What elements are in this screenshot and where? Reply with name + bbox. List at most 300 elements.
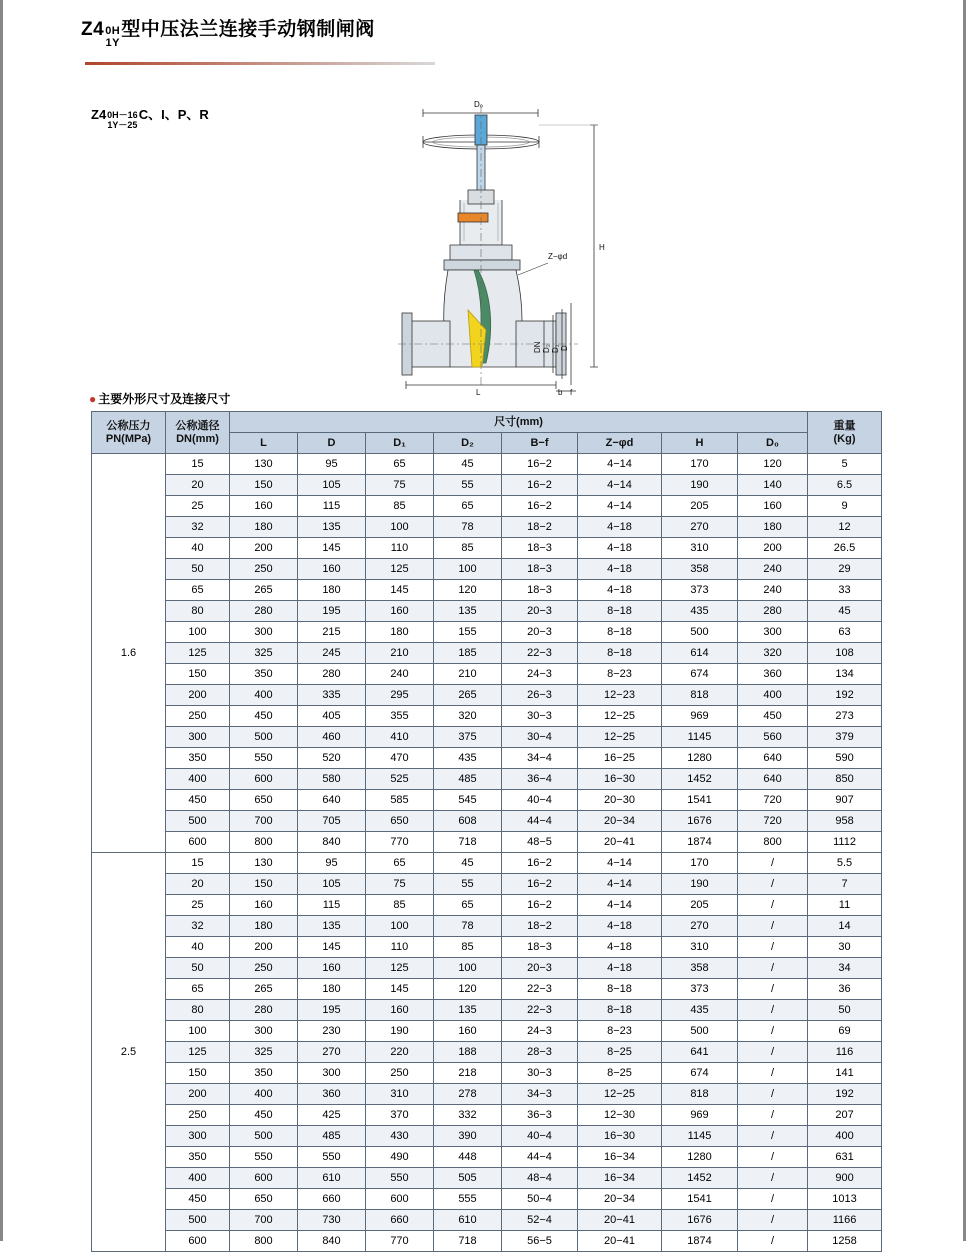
- cell-value: 520: [298, 748, 366, 769]
- cell-value: 500: [230, 1126, 298, 1147]
- cell-value: 22−3: [502, 643, 578, 664]
- cell-value: 190: [662, 475, 738, 496]
- cell-value: 160: [366, 1000, 434, 1021]
- cell-value: 600: [366, 1189, 434, 1210]
- cell-value: 26−3: [502, 685, 578, 706]
- table-row: [92, 937, 882, 958]
- cell-value: 585: [366, 790, 434, 811]
- cell-value: 20−3: [502, 958, 578, 979]
- cell-value: 800: [230, 832, 298, 853]
- cell-value: 1166: [808, 1210, 882, 1231]
- cell-value: 125: [366, 559, 434, 580]
- cell-value: 170: [662, 853, 738, 874]
- cell-dn: 500: [166, 1210, 230, 1231]
- table-row: [92, 1105, 882, 1126]
- cell-value: 335: [298, 685, 366, 706]
- cell-value: 6.5: [808, 475, 882, 496]
- table-row: [92, 454, 882, 475]
- table-body: [92, 454, 882, 1252]
- cell-value: 818: [662, 1084, 738, 1105]
- cell-value: 200: [738, 538, 808, 559]
- cell-value: 135: [434, 601, 502, 622]
- cell-value: 188: [434, 1042, 502, 1063]
- cell-value: 358: [662, 958, 738, 979]
- cell-dn: 600: [166, 832, 230, 853]
- cell-value: 608: [434, 811, 502, 832]
- cell-value: 16−25: [578, 748, 662, 769]
- header-col-d: D: [298, 433, 366, 454]
- cell-value: 180: [230, 517, 298, 538]
- dim-label-d: D: [560, 345, 569, 351]
- cell-value: 550: [366, 1168, 434, 1189]
- cell-value: 20−41: [578, 1210, 662, 1231]
- cell-value: 12−30: [578, 1105, 662, 1126]
- table-row: [92, 790, 882, 811]
- cell-value: 160: [366, 601, 434, 622]
- cell-value: 600: [230, 769, 298, 790]
- table-row: [92, 1231, 882, 1252]
- cell-value: 26.5: [808, 538, 882, 559]
- cell-value: 720: [738, 811, 808, 832]
- table-row: [92, 1000, 882, 1021]
- cell-value: 65: [366, 853, 434, 874]
- cell-value: 370: [366, 1105, 434, 1126]
- cell-value: 180: [298, 580, 366, 601]
- cell-value: 40−4: [502, 790, 578, 811]
- cell-value: 190: [366, 1021, 434, 1042]
- cell-value: 16−2: [502, 874, 578, 895]
- cell-value: 75: [366, 874, 434, 895]
- cell-value: 614: [662, 643, 738, 664]
- cell-value: 500: [662, 1021, 738, 1042]
- cell-value: 430: [366, 1126, 434, 1147]
- cell-value: 230: [298, 1021, 366, 1042]
- cell-value: 550: [230, 1147, 298, 1168]
- cell-value: /: [738, 1189, 808, 1210]
- cell-value: 295: [366, 685, 434, 706]
- model-numerator: 0H－16: [107, 110, 138, 120]
- cell-value: 115: [298, 895, 366, 916]
- cell-dn: 250: [166, 1105, 230, 1126]
- cell-value: 280: [738, 601, 808, 622]
- cell-value: 20−3: [502, 601, 578, 622]
- cell-value: 78: [434, 517, 502, 538]
- cell-value: 800: [230, 1231, 298, 1252]
- cell-value: 640: [738, 748, 808, 769]
- model-fraction: [107, 111, 138, 130]
- cell-value: 20−41: [578, 1231, 662, 1252]
- cell-dn: 350: [166, 748, 230, 769]
- cell-value: 205: [662, 895, 738, 916]
- cell-value: 300: [298, 1063, 366, 1084]
- cell-value: 4−14: [578, 874, 662, 895]
- cell-value: 660: [366, 1210, 434, 1231]
- cell-value: 160: [298, 958, 366, 979]
- cell-value: 485: [434, 769, 502, 790]
- cell-value: 525: [366, 769, 434, 790]
- cell-value: 705: [298, 811, 366, 832]
- cell-value: /: [738, 1000, 808, 1021]
- cell-dn: 150: [166, 1063, 230, 1084]
- cell-value: 280: [298, 664, 366, 685]
- cell-value: /: [738, 1231, 808, 1252]
- cell-value: 145: [366, 979, 434, 1000]
- cell-value: 55: [434, 874, 502, 895]
- cell-value: 180: [230, 916, 298, 937]
- cell-dn: 80: [166, 601, 230, 622]
- cell-value: 600: [230, 1168, 298, 1189]
- cell-value: 631: [808, 1147, 882, 1168]
- cell-value: 425: [298, 1105, 366, 1126]
- cell-value: 640: [298, 790, 366, 811]
- cell-value: 1874: [662, 1231, 738, 1252]
- cell-value: 50−4: [502, 1189, 578, 1210]
- cell-value: 1541: [662, 1189, 738, 1210]
- cell-value: 20−30: [578, 790, 662, 811]
- table-row: [92, 496, 882, 517]
- header-col-d1: D₁: [366, 433, 434, 454]
- cell-value: 375: [434, 727, 502, 748]
- dim-label-l: L: [476, 388, 481, 395]
- cell-value: 325: [230, 1042, 298, 1063]
- cell-value: 550: [230, 748, 298, 769]
- cell-value: 160: [230, 496, 298, 517]
- cell-value: 358: [662, 559, 738, 580]
- cell-value: 105: [298, 874, 366, 895]
- cell-value: 55: [434, 475, 502, 496]
- cell-value: 240: [366, 664, 434, 685]
- cell-value: 485: [298, 1126, 366, 1147]
- header-col-zphid: Z−φd: [578, 433, 662, 454]
- cell-value: 265: [434, 685, 502, 706]
- cell-value: 379: [808, 727, 882, 748]
- cell-value: 320: [434, 706, 502, 727]
- cell-dn: 350: [166, 1147, 230, 1168]
- cell-value: 265: [230, 979, 298, 1000]
- cell-value: 1013: [808, 1189, 882, 1210]
- cell-value: 56−5: [502, 1231, 578, 1252]
- cell-value: 45: [434, 454, 502, 475]
- cell-value: 4−14: [578, 496, 662, 517]
- cell-value: 505: [434, 1168, 502, 1189]
- cell-value: 490: [366, 1147, 434, 1168]
- cell-value: 250: [230, 958, 298, 979]
- cell-value: 29: [808, 559, 882, 580]
- table-row: [92, 853, 882, 874]
- header-dims: 尺寸(mm): [230, 412, 808, 433]
- cell-value: 145: [366, 580, 434, 601]
- cell-dn: 25: [166, 895, 230, 916]
- cell-dn: 150: [166, 664, 230, 685]
- cell-value: 180: [366, 622, 434, 643]
- cell-value: 300: [738, 622, 808, 643]
- header-col-l: L: [230, 433, 298, 454]
- cell-value: 1280: [662, 1147, 738, 1168]
- title-code-numerator: 0H: [105, 25, 121, 37]
- cell-dn: 15: [166, 853, 230, 874]
- cell-value: 641: [662, 1042, 738, 1063]
- table-row: [92, 622, 882, 643]
- cell-dn: 400: [166, 769, 230, 790]
- cell-value: 555: [434, 1189, 502, 1210]
- cell-value: 4−18: [578, 517, 662, 538]
- cell-value: 405: [298, 706, 366, 727]
- cell-value: 1452: [662, 769, 738, 790]
- cell-value: 40−4: [502, 1126, 578, 1147]
- cell-value: 12−23: [578, 685, 662, 706]
- cell-value: 1280: [662, 748, 738, 769]
- table-row: [92, 1189, 882, 1210]
- table-row: [92, 1021, 882, 1042]
- table-row: [92, 832, 882, 853]
- cell-value: 180: [738, 517, 808, 538]
- cell-value: 16−34: [578, 1168, 662, 1189]
- cell-value: 145: [298, 538, 366, 559]
- cell-value: 1541: [662, 790, 738, 811]
- cell-value: 125: [366, 958, 434, 979]
- cell-value: 210: [366, 643, 434, 664]
- cell-value: 130: [230, 853, 298, 874]
- cell-value: 8−25: [578, 1042, 662, 1063]
- cell-value: 30−4: [502, 727, 578, 748]
- header-dn-line1: 公称通径: [175, 419, 220, 432]
- table-row: [92, 1210, 882, 1231]
- cell-value: 5: [808, 454, 882, 475]
- header-pn-line2: PN(MPa): [105, 432, 152, 445]
- cell-value: 850: [808, 769, 882, 790]
- cell-value: 390: [434, 1126, 502, 1147]
- cell-value: 16−2: [502, 454, 578, 475]
- header-weight-line2: (Kg): [833, 432, 856, 445]
- cell-value: 52−4: [502, 1210, 578, 1231]
- cell-value: 350: [230, 664, 298, 685]
- cell-value: 85: [434, 538, 502, 559]
- cell-value: 1676: [662, 1210, 738, 1231]
- cell-value: 45: [434, 853, 502, 874]
- cell-value: 18−2: [502, 916, 578, 937]
- cell-value: 4−18: [578, 916, 662, 937]
- cell-value: 14: [808, 916, 882, 937]
- cell-value: 400: [230, 1084, 298, 1105]
- cell-value: 24−3: [502, 1021, 578, 1042]
- cell-value: 270: [298, 1042, 366, 1063]
- header-dn-line2: DN(mm): [176, 432, 219, 445]
- cell-value: 818: [662, 685, 738, 706]
- table-header-row-1: [92, 412, 882, 433]
- cell-dn: 125: [166, 643, 230, 664]
- cell-value: 5.5: [808, 853, 882, 874]
- cell-value: 360: [298, 1084, 366, 1105]
- cell-value: 840: [298, 832, 366, 853]
- cell-dn: 300: [166, 727, 230, 748]
- cell-value: 1874: [662, 832, 738, 853]
- title-code-denominator: 1Y: [105, 36, 120, 49]
- table-row: [92, 1126, 882, 1147]
- cell-value: 770: [366, 832, 434, 853]
- cell-dn: 600: [166, 1231, 230, 1252]
- cell-value: 373: [662, 580, 738, 601]
- cell-value: 145: [298, 937, 366, 958]
- cell-value: 470: [366, 748, 434, 769]
- dim-label-d0: D₀: [474, 100, 484, 109]
- cell-value: 116: [808, 1042, 882, 1063]
- cell-value: 155: [434, 622, 502, 643]
- dim-label-b: b: [558, 388, 563, 395]
- cell-dn: 65: [166, 580, 230, 601]
- cell-value: 135: [298, 517, 366, 538]
- cell-value: 610: [298, 1168, 366, 1189]
- cell-value: 840: [298, 1231, 366, 1252]
- table-row: [92, 601, 882, 622]
- model-denominator: 1Y－25: [107, 119, 138, 130]
- header-weight: [808, 412, 882, 454]
- cell-value: 200: [230, 538, 298, 559]
- cell-value: 650: [366, 811, 434, 832]
- cell-value: /: [738, 1063, 808, 1084]
- cell-value: 28−3: [502, 1042, 578, 1063]
- cell-dn: 450: [166, 790, 230, 811]
- cell-value: 720: [738, 790, 808, 811]
- cell-value: 22−3: [502, 1000, 578, 1021]
- cell-value: 100: [434, 958, 502, 979]
- cell-value: /: [738, 1168, 808, 1189]
- cell-value: 4−14: [578, 475, 662, 496]
- cell-value: 4−18: [578, 937, 662, 958]
- cell-value: 75: [366, 475, 434, 496]
- cell-value: 12−25: [578, 727, 662, 748]
- cell-value: 100: [366, 517, 434, 538]
- cell-value: 278: [434, 1084, 502, 1105]
- cell-value: 16−30: [578, 1126, 662, 1147]
- cell-value: /: [738, 895, 808, 916]
- cell-pn: 2.5: [92, 853, 166, 1252]
- cell-value: 85: [434, 937, 502, 958]
- table-row: [92, 1042, 882, 1063]
- cell-value: 560: [738, 727, 808, 748]
- bullet-icon: ●: [89, 392, 97, 406]
- cell-value: 18−3: [502, 559, 578, 580]
- cell-value: 85: [366, 496, 434, 517]
- cell-value: 4−18: [578, 559, 662, 580]
- cell-value: 1145: [662, 1126, 738, 1147]
- cell-value: 120: [434, 979, 502, 1000]
- cell-value: 4−18: [578, 580, 662, 601]
- cell-value: 8−18: [578, 601, 662, 622]
- table-row: [92, 895, 882, 916]
- cell-value: 373: [662, 979, 738, 1000]
- cell-value: /: [738, 874, 808, 895]
- cell-value: 545: [434, 790, 502, 811]
- cell-value: 95: [298, 454, 366, 475]
- table-row: [92, 559, 882, 580]
- cell-value: 310: [366, 1084, 434, 1105]
- cell-value: 8−23: [578, 664, 662, 685]
- header-col-h: H: [662, 433, 738, 454]
- cell-value: 33: [808, 580, 882, 601]
- dimensions-table-wrapper: [91, 411, 881, 1252]
- cell-value: 24−3: [502, 664, 578, 685]
- cell-value: 63: [808, 622, 882, 643]
- cell-value: 150: [230, 475, 298, 496]
- cell-value: /: [738, 1147, 808, 1168]
- cell-value: 730: [298, 1210, 366, 1231]
- cell-value: 8−18: [578, 1000, 662, 1021]
- header-col-bf: B−f: [502, 433, 578, 454]
- table-row: [92, 748, 882, 769]
- cell-value: 110: [366, 937, 434, 958]
- cell-value: 500: [230, 727, 298, 748]
- table-row: [92, 874, 882, 895]
- cell-value: 195: [298, 601, 366, 622]
- cell-value: 22−3: [502, 979, 578, 1000]
- cell-value: 1452: [662, 1168, 738, 1189]
- cell-value: 650: [230, 790, 298, 811]
- table-row: [92, 811, 882, 832]
- cell-value: 48−5: [502, 832, 578, 853]
- header-col-d2: D₂: [434, 433, 502, 454]
- dimensions-table: [91, 411, 882, 1252]
- cell-value: 50: [808, 1000, 882, 1021]
- cell-dn: 20: [166, 874, 230, 895]
- cell-value: 85: [366, 895, 434, 916]
- valve-technical-drawing: [398, 95, 633, 395]
- cell-value: 310: [662, 538, 738, 559]
- cell-value: 36−3: [502, 1105, 578, 1126]
- cell-value: 500: [662, 622, 738, 643]
- cell-value: /: [738, 1126, 808, 1147]
- header-pn: [92, 412, 166, 454]
- cell-value: 700: [230, 811, 298, 832]
- dim-label-z-phi-d: Z−φd: [548, 252, 568, 261]
- cell-value: 20−34: [578, 811, 662, 832]
- cell-value: 150: [230, 874, 298, 895]
- cell-value: 550: [298, 1147, 366, 1168]
- cell-value: 11: [808, 895, 882, 916]
- cell-value: 134: [808, 664, 882, 685]
- cell-dn: 450: [166, 1189, 230, 1210]
- cell-value: /: [738, 1105, 808, 1126]
- cell-value: 7: [808, 874, 882, 895]
- section-heading-text: 主要外形尺寸及连接尺寸: [98, 392, 231, 406]
- cell-value: /: [738, 958, 808, 979]
- cell-value: 4−18: [578, 538, 662, 559]
- cell-value: /: [738, 1084, 808, 1105]
- cell-value: 280: [230, 1000, 298, 1021]
- cell-value: 270: [662, 517, 738, 538]
- cell-value: 435: [662, 601, 738, 622]
- cell-value: 360: [738, 664, 808, 685]
- cell-value: 450: [230, 1105, 298, 1126]
- cell-value: 18−3: [502, 538, 578, 559]
- cell-value: 12−25: [578, 706, 662, 727]
- cell-value: 300: [230, 622, 298, 643]
- cell-value: 130: [230, 454, 298, 475]
- cell-value: 958: [808, 811, 882, 832]
- cell-dn: 32: [166, 517, 230, 538]
- cell-value: 135: [434, 1000, 502, 1021]
- title-divider: [85, 62, 435, 65]
- cell-dn: 100: [166, 1021, 230, 1042]
- cell-value: 9: [808, 496, 882, 517]
- cell-value: 8−18: [578, 979, 662, 1000]
- header-col-d0: D₀: [738, 433, 808, 454]
- cell-dn: 25: [166, 496, 230, 517]
- cell-value: 610: [434, 1210, 502, 1231]
- cell-value: 69: [808, 1021, 882, 1042]
- cell-value: 44−4: [502, 1147, 578, 1168]
- cell-value: 448: [434, 1147, 502, 1168]
- cell-value: 1258: [808, 1231, 882, 1252]
